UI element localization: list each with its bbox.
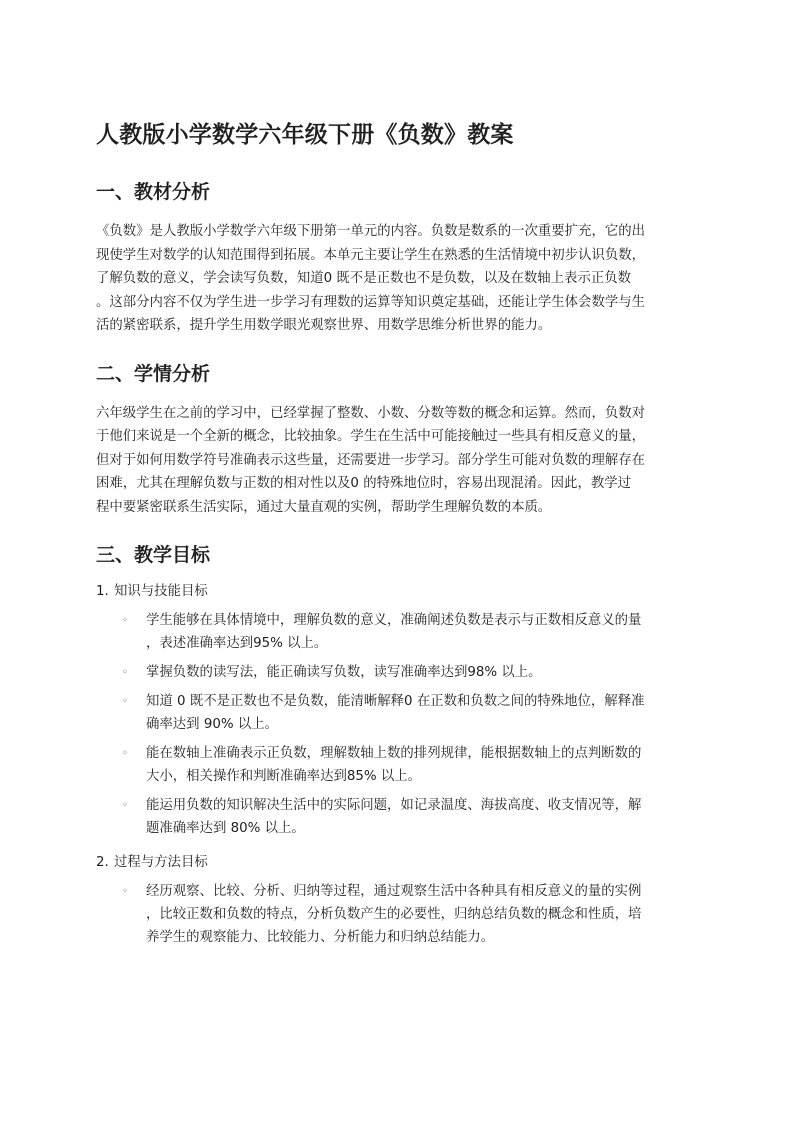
- bullet-line: 学生能够在具体情境中，理解负数的意义，准确阐述负数是表示与正数相反意义的量: [146, 613, 642, 628]
- paragraph-line: 六年级学生在之前的学习中，已经掌握了整数、小数、分数等数的概念和运算。然而，负数对: [96, 405, 646, 421]
- paragraph-student-analysis: [96, 402, 706, 520]
- bullet-line: 大小，相关操作和判断准确率达到85% 以上。: [146, 769, 422, 784]
- bullet-icon: ◦: [122, 667, 128, 678]
- list-item: [122, 609, 706, 655]
- bullet-line: 知道 0 既不是正数也不是负数，能清晰解释0 在正数和负数之间的特殊地位，解释准: [146, 694, 645, 709]
- list-item: [122, 880, 706, 949]
- paragraph-line: 了解负数的意义，学会读写负数，知道0 既不是正数也不是负数，以及在数轴上表示正负数: [96, 271, 632, 286]
- bullet-icon: ◦: [122, 800, 128, 811]
- list-item: [122, 690, 706, 736]
- list-item: [122, 742, 706, 788]
- ordered-list-item: [96, 581, 706, 603]
- bullet-line: ，比较正数和负数的特点，分析负数产生的必要性，归纳总结负数的概念和性质，培: [146, 907, 642, 922]
- list-item-label: 知识与技能目标: [114, 584, 208, 599]
- list-item: [122, 794, 706, 840]
- bullet-line: ，表述准确率达到95% 以上。: [146, 636, 328, 651]
- list-number: 2.: [96, 855, 109, 870]
- bullet-list: [122, 609, 706, 840]
- paragraph-line: 程中要紧密联系生活实际，通过大量直观的实例，帮助学生理解负数的本质。: [96, 499, 552, 515]
- paragraph-line: 但对于如何用数学符号准确表示这些量，还需要进一步学习。部分学生可能对负数的理解存在: [96, 452, 646, 468]
- paragraph-line: 《负数》是人教版小学数学六年级下册第一单元的内容。负数是数系的一次重要扩充，它的出: [96, 224, 646, 239]
- paragraph-line: 困难，尤其在理解负数与正数的相对性以及0 的特殊地位时，容易出现混淆。因此，教学过: [96, 476, 632, 491]
- bullet-icon: ◦: [122, 615, 128, 626]
- section-heading-textbook-analysis: 一、教材分析: [96, 181, 211, 203]
- section-heading-teaching-goals: 三、教学目标: [96, 544, 211, 566]
- bullet-line: 能运用负数的知识解决生活中的实际问题，如记录温度、海拔高度、收支情况等，解: [146, 798, 642, 813]
- paragraph-line: 。这部分内容不仅为学生进一步学习有理数的运算等知识奠定基础，还能让学生体会数学与生: [96, 294, 646, 310]
- bullet-line: 确率达到 90% 以上。: [146, 717, 279, 732]
- bullet-line: 题准确率达到 80% 以上。: [146, 821, 305, 836]
- bullet-icon: ◦: [122, 696, 128, 707]
- bullet-icon: ◦: [122, 886, 128, 897]
- list-number: 1.: [96, 584, 109, 599]
- bullet-line: 经历观察、比较、分析、归纳等过程，通过观察生活中各种具有相反意义的量的实例: [146, 884, 642, 899]
- ordered-list-item: [96, 852, 706, 874]
- paragraph-line: 现使学生对数学的认知范围得到拓展。本单元主要让学生在熟悉的生活情境中初步认识负数，: [96, 247, 646, 263]
- document-title: 人教版小学数学六年级下册《负数》教案: [96, 122, 514, 148]
- section-heading-student-analysis: 二、学情分析: [96, 362, 211, 385]
- bullet-line: 掌握负数的读写法，能正确读写负数，读写准确率达到98% 以上。: [146, 665, 542, 680]
- bullet-line: 能在数轴上准确表示正负数，理解数轴上数的排列规律，能根据数轴上的点判断数的: [146, 746, 642, 761]
- list-item-label: 过程与方法目标: [114, 855, 208, 870]
- paragraph-textbook-analysis: [96, 220, 706, 338]
- bullet-line: 养学生的观察能力、比较能力、分析能力和归纳总结能力。: [146, 930, 495, 945]
- list-item: [122, 661, 706, 684]
- bullet-icon: ◦: [122, 748, 128, 759]
- paragraph-line: 活的紧密联系，提升学生用数学眼光观察世界、用数学思维分析世界的能力。: [96, 318, 552, 333]
- bullet-list: [122, 880, 706, 949]
- paragraph-line: 于他们来说是一个全新的概念，比较抽象。学生在生活中可能接触过一些具有相反意义的量，: [96, 429, 646, 444]
